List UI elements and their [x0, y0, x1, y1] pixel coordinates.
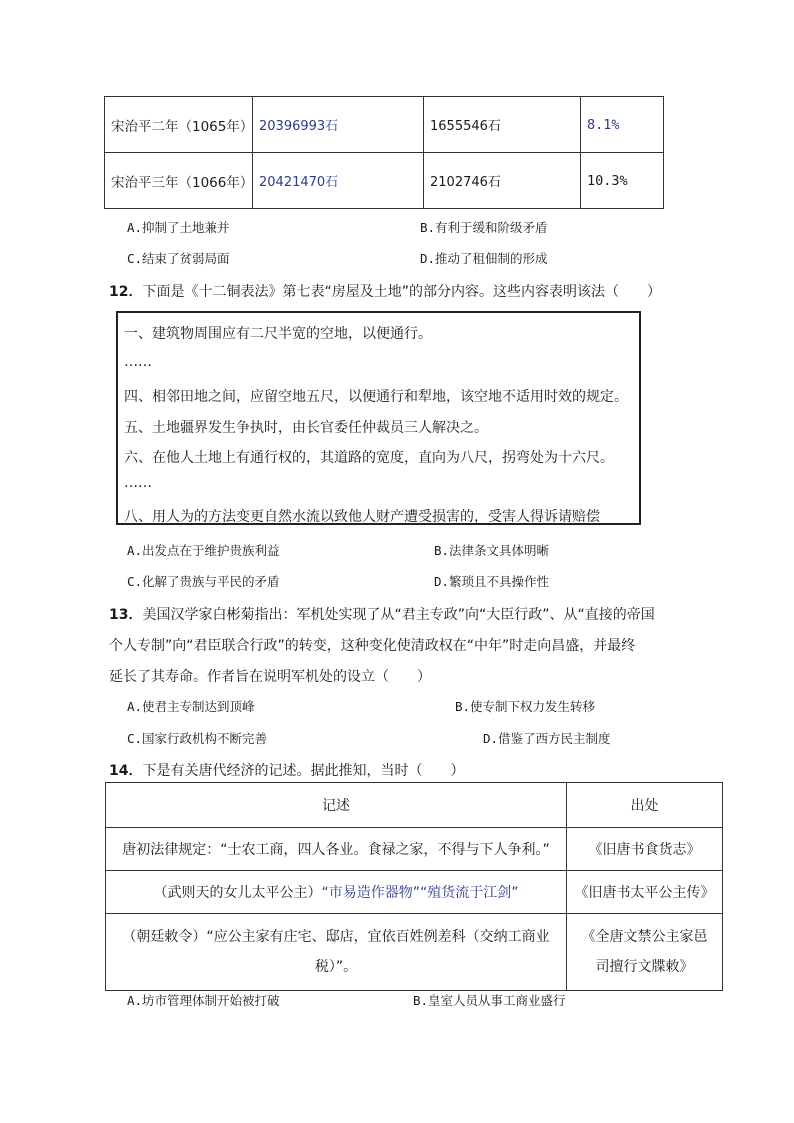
- record-quote: “市易造作器物”“殖货流于江剑”: [321, 885, 519, 901]
- question-stem: 下面是《十二铜表法》第七表“房屋及土地”的部分内容。这些内容表明该法（ ）: [142, 284, 661, 300]
- table-cell-year: 宋治平三年（1066年）: [105, 153, 253, 209]
- excerpt-line: ……: [124, 475, 152, 491]
- table-cell-percent: 8.1%: [581, 97, 664, 153]
- excerpt-line: 六、在他人土地上有通行权的，其道路的宽度，直向为八尺，拐弯处为十六尺。: [124, 450, 614, 466]
- table-cell-record: 唐初法律规定：“士农工商，四人各业。食禄之家，不得与下人争利。”: [106, 828, 567, 871]
- option-b[interactable]: [455, 697, 595, 715]
- option-label: D.推动了租佃制的形成: [420, 251, 548, 266]
- grain-table: [104, 96, 664, 209]
- tang-economy-table: [105, 782, 723, 991]
- source-line: 司擅行文牒敕》: [595, 959, 694, 975]
- option-c[interactable]: [127, 572, 280, 590]
- table-cell-record: [106, 914, 567, 991]
- record-line: 税）”。: [314, 959, 358, 975]
- table-cell-percent: 10.3%: [581, 153, 664, 209]
- column-header-source: 出处: [567, 783, 723, 828]
- question-number: 13．: [109, 607, 143, 623]
- option-label: A.出发点在于维护贵族利益: [127, 543, 280, 558]
- option-b[interactable]: [413, 991, 566, 1009]
- table-header-row: [106, 783, 723, 828]
- option-a[interactable]: [127, 697, 255, 715]
- question-12: [109, 281, 661, 301]
- excerpt-line: 一、建筑物周围应有二尺半宽的空地，以便通行。: [124, 326, 432, 342]
- option-d[interactable]: [434, 572, 549, 590]
- question-14: [109, 760, 464, 780]
- table-row: [106, 828, 723, 871]
- option-a[interactable]: [127, 218, 230, 236]
- record-line: （朝廷敕令）“应公主家有庄宅、邸店，宜依百姓例差科（交纳工商业: [122, 929, 550, 945]
- question-number: 12．: [109, 284, 143, 300]
- option-label: C.化解了贵族与平民的矛盾: [127, 574, 280, 589]
- option-c[interactable]: [127, 249, 230, 267]
- column-header-record: 记述: [106, 783, 567, 828]
- table-cell-source: 《旧唐书太平公主传》: [567, 871, 723, 914]
- option-label: D.繁琐且不具操作性: [434, 574, 550, 589]
- table-row: [106, 914, 723, 991]
- option-label: B.使专制下权力发生转移: [455, 699, 596, 714]
- option-label: D.借鉴了西方民主制度: [483, 731, 611, 746]
- option-a[interactable]: [127, 541, 280, 559]
- option-label: B.皇室人员从事工商业盛行: [413, 993, 566, 1008]
- table-row: [106, 871, 723, 914]
- table-cell-value: 20396993石: [253, 97, 424, 153]
- option-a[interactable]: [127, 991, 280, 1009]
- question-stem-line: 延长了其寿命。作者旨在说明军机处的设立（ ）: [109, 669, 431, 685]
- option-b[interactable]: [434, 541, 549, 559]
- option-d[interactable]: [420, 249, 548, 267]
- law-excerpt-box: [116, 311, 641, 525]
- option-d[interactable]: [483, 729, 611, 747]
- option-label: B.法律条文具体明晰: [434, 543, 550, 558]
- question-number: 14．: [109, 763, 143, 779]
- question-stem-line: 个人专制”向“君臣联合行政”的转变，这种变化使清政权在“中年”时走向昌盛，并最终: [109, 638, 636, 654]
- table-row: [105, 153, 664, 209]
- excerpt-line: 八、用人为的方法变更自然水流以致他人财产遭受损害的，受害人得诉请赔偿: [124, 509, 600, 525]
- option-label: A.使君主专制达到顶峰: [127, 699, 255, 714]
- option-label: B.有利于缓和阶级矛盾: [420, 220, 548, 235]
- option-label: A.抑制了土地兼并: [127, 220, 230, 235]
- excerpt-line: ……: [124, 354, 152, 370]
- record-prefix: （武则天的女儿太平公主）: [153, 885, 322, 901]
- question-stem: 下是有关唐代经济的记述。据此推知，当时（ ）: [142, 763, 465, 779]
- table-cell-value: 2102746石: [424, 153, 581, 209]
- table-cell-source: 《旧唐书食货志》: [567, 828, 723, 871]
- excerpt-line: 五、土地疆界发生争执时，由长官委任仲裁员三人解决之。: [124, 420, 488, 436]
- option-label: C.结束了贫弱局面: [127, 251, 230, 266]
- table-cell-source: [567, 914, 723, 991]
- table-row: [105, 97, 664, 153]
- table-cell-year: 宋治平二年（1065年）: [105, 97, 253, 153]
- table-cell-record: [106, 871, 567, 914]
- question-stem: 美国汉学家白彬菊指出：军机处实现了从“君主专政”向“大臣行政”、从“直接的帝国: [142, 607, 655, 623]
- question-13: [109, 604, 655, 624]
- option-label: A.坊市管理体制开始被打破: [127, 993, 280, 1008]
- table-cell-value: 20421470石: [253, 153, 424, 209]
- source-line: 《全唐文禁公主家邑: [581, 929, 708, 945]
- option-b[interactable]: [420, 218, 548, 236]
- option-label: C.国家行政机构不断完善: [127, 731, 268, 746]
- excerpt-line: 四、相邻田地之间，应留空地五尺，以便通行和犁地，该空地不适用时效的规定。: [124, 389, 628, 405]
- table-cell-value: 1655546石: [424, 97, 581, 153]
- option-c[interactable]: [127, 729, 267, 747]
